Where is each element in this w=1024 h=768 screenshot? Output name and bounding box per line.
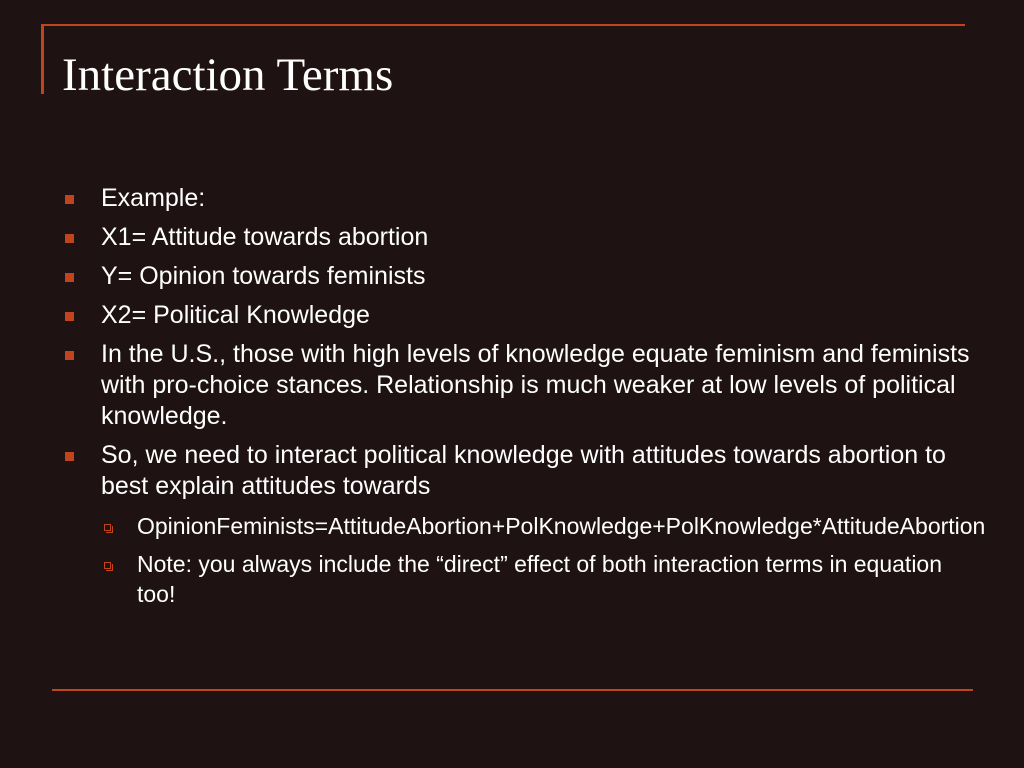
bullet-item bbox=[62, 440, 986, 609]
bullet-text: X1= Attitude towards abortion bbox=[101, 223, 429, 251]
hollow-square-bullet-icon bbox=[104, 524, 111, 531]
sub-bullet-list bbox=[101, 511, 986, 609]
sub-bullet-item bbox=[101, 549, 972, 609]
hollow-square-bullet-icon bbox=[104, 562, 111, 569]
bullet-item bbox=[62, 339, 972, 432]
left-accent-line bbox=[41, 24, 44, 94]
sub-bullet-text: OpinionFeminists=AttitudeAbortion+PolKnowledge+PolKnowledge*AttitudeAbortion bbox=[137, 513, 986, 539]
slide-title: Interaction Terms bbox=[62, 49, 394, 101]
square-bullet-icon bbox=[65, 195, 74, 204]
bullet-text: So, we need to interact political knowledge with attitudes towards abortion to best explain attitudes towards bbox=[101, 441, 946, 500]
bullet-text: In the U.S., those with high levels of knowledge equate feminism and feminists with pro-choice stances. Relationship is much weaker at low levels of political knowledge. bbox=[101, 340, 970, 430]
bullet-item bbox=[62, 300, 972, 331]
bullet-text: Example: bbox=[101, 184, 206, 212]
bottom-accent-line bbox=[52, 689, 973, 691]
sub-bullet-item bbox=[101, 511, 986, 541]
bullet-item bbox=[62, 183, 972, 214]
top-accent-line bbox=[41, 24, 965, 26]
slide-body bbox=[62, 183, 986, 617]
bullet-text: X2= Political Knowledge bbox=[101, 301, 370, 329]
square-bullet-icon bbox=[65, 234, 74, 243]
bullet-item bbox=[62, 261, 972, 292]
sub-bullet-text: Note: you always include the “direct” effect of both interaction terms in equation too! bbox=[137, 551, 943, 607]
bullet-text: Y= Opinion towards feminists bbox=[101, 262, 426, 290]
square-bullet-icon bbox=[65, 312, 74, 321]
square-bullet-icon bbox=[65, 273, 74, 282]
bullet-list bbox=[62, 183, 986, 609]
bullet-item bbox=[62, 222, 972, 253]
square-bullet-icon bbox=[65, 452, 74, 461]
square-bullet-icon bbox=[65, 351, 74, 360]
